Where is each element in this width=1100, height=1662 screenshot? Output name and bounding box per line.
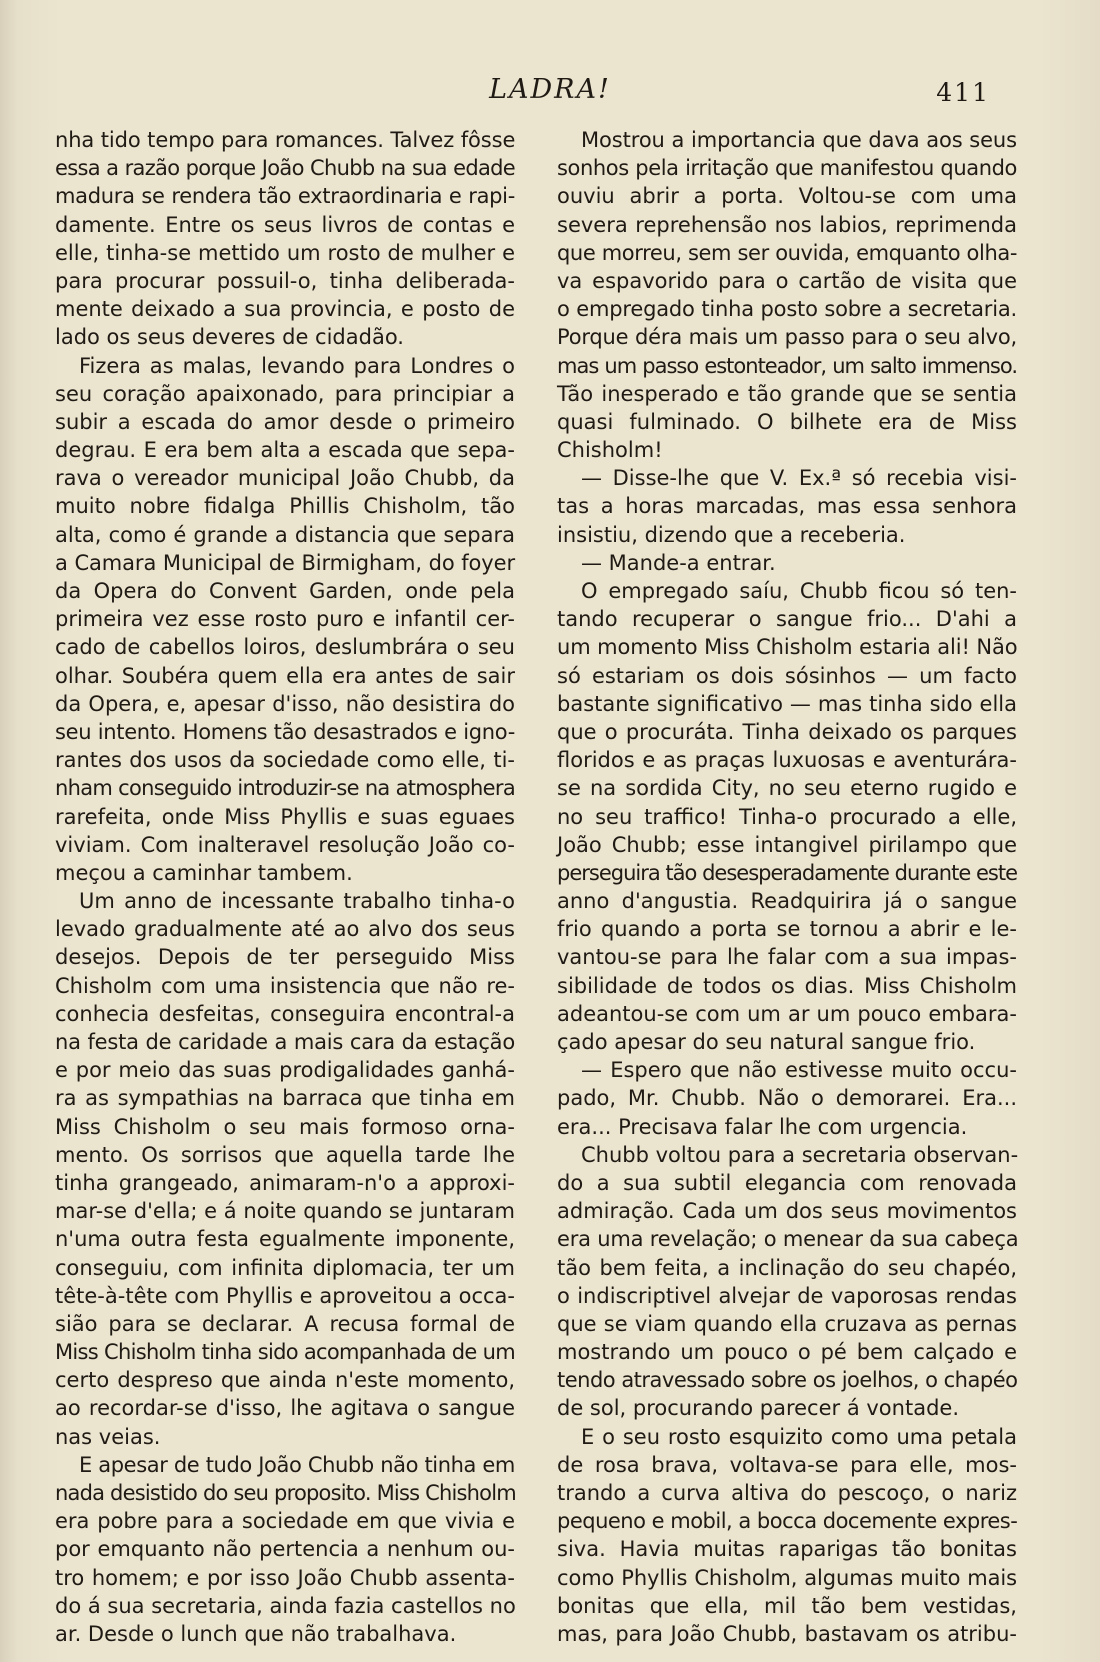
text-line: adeantou-se com um ar um pouco embara-	[557, 1001, 1017, 1026]
text-line: na festa de caridade a mais cara da estação	[55, 1030, 515, 1054]
text-line: lado os seus deveres de cidadão.	[55, 325, 404, 350]
text-line: de rosa brava, voltava-se para elle, mos-	[557, 1452, 1017, 1477]
text-line: rava o vereador municipal João Chubb, da	[55, 466, 515, 491]
text-line: O empregado saíu, Chubb ficou só ten-	[581, 579, 1017, 603]
text-line: que o procuráta. Tinha deixado os parques	[557, 719, 1017, 744]
text-line: Chubb voltou para a secretaria observan-	[581, 1142, 1019, 1167]
text-line: era uma revelação; o menear da sua cabeça	[557, 1227, 1019, 1252]
text-line: tas a horas marcadas, mas essa senhora	[557, 494, 1017, 519]
text-line: — Espero que não estivesse muito occu-	[581, 1058, 1017, 1083]
text-line: como Phyllis Chisholm, algumas muito mais	[557, 1565, 1017, 1590]
text-line: sonhos pela irritação que manifestou quando	[557, 156, 1017, 181]
text-line: Um anno de incessante trabalho tinha-o	[79, 889, 515, 914]
text-line: de sol, procurando parecer á vontade.	[557, 1396, 959, 1421]
text-line: siva. Havia muitas raparigas tão bonitas	[557, 1537, 1017, 1562]
right-column	[557, 126, 1017, 1648]
page-number: 411	[936, 78, 990, 107]
text-line: — Mande-a entrar.	[581, 550, 776, 575]
text-line: E apesar de tudo João Chubb não tinha em	[79, 1452, 515, 1477]
text-line: Fizera as malas, levando para Londres o	[79, 353, 515, 378]
text-line: mento. Os sorrisos que aquella tarde lhe	[55, 1142, 515, 1167]
text-line: perseguira tão desesperadamente durante este	[557, 860, 1017, 885]
text-line: admiração. Cada um dos seus movimentos	[557, 1199, 1017, 1224]
text-line: certo despreso que ainda n'este momento,	[55, 1368, 515, 1393]
text-line: tinha grangeado, animaram-n'o a approxi-	[55, 1170, 515, 1195]
text-line: Miss Chisholm tinha sido acompanhada de um	[55, 1340, 515, 1365]
text-line: seu coração apaixonado, para principiar a	[55, 381, 515, 406]
text-line: nha tido tempo para romances. Talvez fôsse	[55, 128, 516, 152]
text-line: sião para se declarar. A recusa formal de	[55, 1311, 515, 1336]
text-line: só estariam os dois sósinhos — um facto	[557, 663, 1017, 688]
text-line: olhar. Soubéra quem ella era antes de sair	[55, 663, 515, 688]
text-line: um momento Miss Chisholm estaria ali! Não	[557, 635, 1018, 660]
text-line: o empregado tinha posto sobre a secretaria.	[557, 297, 1017, 322]
text-line: para procurar possuil-o, tinha deliberada-	[55, 268, 515, 293]
text-line: do a sua subtil elegancia com renovada	[557, 1170, 1017, 1195]
text-line: nada desistido do seu proposito. Miss Chisholm	[55, 1481, 516, 1505]
text-line: n'uma outra festa egualmente imponente,	[55, 1227, 515, 1252]
text-line: tête-à-tête com Phyllis e aproveitou a occa-	[55, 1283, 515, 1308]
text-line: rantes dos usos da sociedade como elle, ti-	[55, 748, 515, 773]
text-line: meçou a caminhar tambem.	[55, 860, 353, 885]
text-line: no seu traffico! Tinha-o procurado a elle,	[557, 804, 1017, 829]
text-line: Miss Chisholm o seu mais formoso orna-	[55, 1114, 515, 1139]
text-line: Mostrou a importancia que dava aos seus	[581, 128, 1017, 152]
text-line: frio quando a porta se tornou a abrir e le-	[557, 917, 1017, 942]
text-line: anno d'angustia. Readquirira já o sangue	[557, 889, 1017, 914]
text-line: Tão inesperado e tão grande que se sentia	[557, 381, 1017, 406]
text-line: — Disse-lhe que V. Ex.ª só recebia visi-	[581, 466, 1017, 491]
text-line: pado, Mr. Chubb. Não o demorarei. Era...	[557, 1086, 1017, 1111]
text-line: o indiscriptivel alvejar de vaporosas rendas	[557, 1283, 1017, 1308]
text-line: mostrando um pouco o pé bem calçado e	[557, 1340, 1017, 1365]
text-line: seu intento. Homens tão desastrados e igno-	[55, 719, 515, 744]
page-header	[0, 74, 1100, 114]
text-line: ar. Desde o lunch que não trabalhava.	[55, 1621, 457, 1646]
running-title: LADRA!	[489, 74, 611, 105]
text-line: Chisholm!	[557, 438, 663, 463]
text-line: mente deixado a sua provincia, e posto de	[55, 297, 515, 322]
text-line: da Opera, e, apesar d'isso, não desistira do	[55, 691, 515, 716]
text-line: tendo atravessado sobre os joelhos, o chapéo	[557, 1368, 1018, 1393]
text-line: era... Precisava falar lhe com urgencia.	[557, 1114, 968, 1139]
text-line: que se viam quando ella cruzava as pernas	[557, 1311, 1017, 1336]
text-line: por emquanto não pertencia a nenhum ou-	[55, 1537, 515, 1562]
text-line: ao recordar-se d'isso, lhe agitava o sangue	[55, 1396, 515, 1421]
text-line: elle, tinha-se mettido um rosto de mulher e	[55, 240, 515, 265]
text-line: degrau. E era bem alta a escada que sepa-	[55, 438, 515, 463]
text-line: ouviu abrir a porta. Voltou-se com uma	[557, 184, 1017, 209]
text-line: damente. Entre os seus livros de contas e	[55, 212, 515, 237]
text-line: levado gradualmente até ao alvo dos seus	[55, 917, 515, 942]
text-line: tro homem; e por isso João Chubb assenta-	[55, 1565, 515, 1590]
text-line: e por meio das suas prodigalidades ganhá-	[55, 1058, 515, 1083]
text-line: da Opera do Convent Garden, onde pela	[55, 579, 515, 603]
text-line: subir a escada do amor desde o primeiro	[55, 409, 515, 434]
text-line: essa a razão porque João Chubb na sua edade	[55, 156, 515, 181]
text-line: E o seu rosto esquizito como uma petala	[581, 1424, 1017, 1449]
text-line: Porque déra mais um passo para o seu alvo,	[557, 325, 1017, 350]
text-line: muito nobre fidalga Phillis Chisholm, tão	[55, 494, 515, 519]
text-line: primeira vez esse rosto puro e infantil cer-	[55, 607, 515, 632]
text-line: tão bem feita, a inclinação do seu chapéo,	[557, 1255, 1017, 1280]
text-line: a Camara Municipal de Birmigham, do foyer	[55, 550, 515, 575]
text-line: severa reprehensão nos labios, reprimenda	[557, 212, 1017, 237]
text-line: alta, como é grande a distancia que separa	[55, 522, 515, 547]
text-line: vantou-se para lhe falar com a sua impas-	[557, 945, 1017, 970]
text-line: se na sordida City, no seu eterno rugido e	[557, 776, 1017, 801]
text-line: nham conseguido introduzir-se na atmosphera	[55, 776, 515, 801]
left-column	[55, 126, 515, 1648]
text-line: Chisholm com uma insistencia que não re-	[55, 973, 515, 998]
text-line: va espavorido para o cartão de visita que	[557, 268, 1017, 293]
text-line: bonitas que ella, mil tão bem vestidas,	[557, 1593, 1017, 1618]
text-line: madura se rendera tão extraordinaria e rapi-	[55, 184, 515, 209]
text-line: João Chubb; esse intangivel pirilampo que	[557, 832, 1017, 857]
text-line: era pobre para a sociedade em que vivia e	[55, 1509, 515, 1534]
text-line: sibilidade de todos os dias. Miss Chisholm	[557, 973, 1017, 998]
text-line: nas veias.	[55, 1424, 161, 1449]
text-line: conhecia desfeitas, conseguira encontral-a	[55, 1001, 515, 1026]
text-line: tando recuperar o sangue frio... D'ahi a	[557, 607, 1017, 632]
text-line: quasi fulminado. O bilhete era de Miss	[557, 409, 1017, 434]
text-line: mas um passo estonteador, um salto immenso.	[557, 353, 1017, 378]
text-line: do á sua secretaria, ainda fazia castellos no	[55, 1593, 516, 1618]
text-line: mas, para João Chubb, bastavam os atribu-	[557, 1621, 1017, 1646]
text-line: desejos. Depois de ter perseguido Miss	[55, 945, 515, 970]
text-line: que morreu, sem ser ouvida, emquanto olha-	[557, 240, 1017, 265]
text-line: pequeno e mobil, a bocca docemente expres-	[557, 1509, 1018, 1534]
text-line: cado de cabellos loiros, deslumbrára o seu	[55, 635, 515, 660]
text-line: ra as sympathias na barraca que tinha em	[55, 1086, 515, 1111]
text-line: conseguiu, com infinita diplomacia, ter um	[55, 1255, 515, 1280]
text-line: rarefeita, onde Miss Phyllis e suas eguaes	[55, 804, 515, 829]
text-line: floridos e as praças luxuosas e aventurára-	[557, 748, 1017, 773]
text-line: trando a curva altiva do pescoço, o nariz	[557, 1481, 1017, 1505]
text-line: mar-se d'ella; e á noite quando se juntaram	[55, 1199, 515, 1224]
text-line: çado apesar do seu natural sangue frio.	[557, 1030, 976, 1054]
text-line: viviam. Com inalteravel resolução João co-	[55, 832, 515, 857]
text-line: bastante significativo — mas tinha sido ella	[557, 691, 1017, 716]
text-line: insistiu, dizendo que a receberia.	[557, 522, 906, 547]
